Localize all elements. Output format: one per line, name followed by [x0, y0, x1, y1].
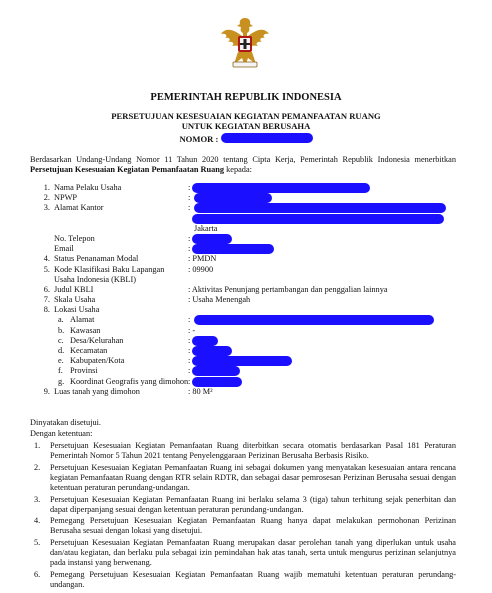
garuda-emblem-icon — [220, 14, 270, 70]
government-title: PEMERINTAH REPUBLIK INDONESIA — [150, 92, 342, 103]
redacted-value — [194, 203, 446, 213]
field-desa-kelurahan: c. Desa/Kelurahan : — [36, 336, 466, 346]
field-email: Email : — [36, 244, 466, 254]
document-title: PERSETUJUAN KESESUAIAN KEGIATAN PEMANFAATAN RUANG UNTUK KEGIATAN BERUSAHA — [111, 111, 381, 132]
redacted-value — [192, 366, 240, 376]
redacted-value — [192, 234, 232, 244]
field-skala-usaha: 7. Skala Usaha : Usaha Menengah — [43, 295, 251, 305]
approval-statement: Dinyatakan disetujui. Dengan ketentuan: — [30, 418, 101, 438]
provision-item: 3. Persetujuan Kesesuaian Kegiatan Pemanfaatan Ruang ini berlaku selama 3 (tiga) tahun terhitung sejak penerbitan dan dapat diperpanjang sesuai dengan ketentuan peraturan perundang-undangan. — [34, 494, 456, 514]
redacted-value — [192, 244, 274, 254]
provision-item: 1. Persetujuan Kesesuaian Kegiatan Pemanfaatan Ruang diterbitkan secara otomatis berdasarkan Pasal 181 Peraturan Pemerintah Nomor 5 Tahun 2021 tentang Penyelenggaraan Perizinan Berusaha Berbasis Risiko. — [34, 441, 456, 461]
field-kbli-code-cont: Usaha Indonesia (KBLI) — [54, 274, 137, 284]
redacted-value — [192, 214, 444, 224]
redacted-value — [194, 315, 434, 325]
redacted-value — [192, 346, 232, 356]
field-provinsi: f. Provinsi : — [36, 366, 466, 376]
field-kbli-code: 5. Kode Klasifikasi Baku Lapangan : 09900 — [43, 264, 214, 274]
redacted-value — [192, 377, 242, 387]
field-npwp: 2. NPWP : — [36, 193, 466, 203]
field-kawasan: b. Kawasan : - — [58, 325, 196, 335]
provisions-list — [30, 441, 456, 592]
intro-paragraph: Berdasarkan Undang-Undang Nomor 11 Tahun 2020 tentang Cipta Kerja, Pemerintah Republik Indonesia menerbitkan Persetujuan Kesesuaian Kegiatan Pemanfaatan Ruang kepada: — [30, 155, 456, 175]
redacted-value — [192, 356, 292, 366]
field-alamat-kantor-cont — [36, 214, 466, 224]
provision-item: 5. Persetujuan Kesesuaian Kegiatan Pemanfaatan Ruang merupakan dasar perolehan tanah yang diperlukan untuk usaha dan/atau kegiatan, dan berlaku pula sebagai izin pemindahan hak atas tanah, serta untuk mengurus perizinan selanjutnya pada instansi yang berwenang. — [34, 537, 456, 568]
redacted-value — [194, 193, 272, 203]
document-number: NOMOR : — [0, 133, 492, 144]
field-kabupaten-kota: e. Kabupaten/Kota : — [36, 356, 466, 366]
provision-item: 4. Pemegang Persetujuan Kesesuaian Kegiatan Pemanfaatan Ruang hanya dapat melakukan permohonan Perizinan Berusaha sesuai dengan lokasi yang disetujui. — [34, 516, 456, 536]
field-judul-kbli: 6. Judul KBLI : Aktivitas Penunjang pertambangan dan penggalian lainnya — [43, 284, 388, 294]
redacted-number — [221, 133, 313, 143]
field-alamat-kantor-city: Jakarta — [194, 223, 218, 233]
redacted-value — [192, 336, 218, 346]
field-alamat-kantor: 3. Alamat Kantor : — [36, 203, 466, 213]
field-luas-tanah: 9. Luas tanah yang dimohon : 80 M² — [43, 386, 213, 396]
applicant-fields — [36, 183, 466, 397]
field-lokasi-usaha: 8. Lokasi Usaha — [43, 305, 100, 315]
redacted-value — [192, 183, 370, 193]
provision-item: 2. Persetujuan Kesesuaian Kegiatan Pemanfaatan Ruang ini sebagai dokumen yang menyatakan kesesuaian antara rencana kegiatan Pemanfaatan Ruang dengan RTR selain RDTR, dan sebagai dasar pemrosesan Perizinan Berusaha sesuai dengan ketentuan peraturan perundang-undangan. — [34, 462, 456, 492]
field-nama: 1. Nama Pelaku Usaha : — [36, 183, 466, 193]
field-kecamatan: d. Kecamatan : — [36, 346, 466, 356]
field-koordinat: g. Koordinat Geografis yang dimohon : — [36, 377, 466, 387]
field-telepon: No. Telepon : — [36, 234, 466, 244]
field-status-penanaman-modal: 4. Status Penanaman Modal : PMDN — [43, 254, 217, 264]
provision-item: 6. Pemegang Persetujuan Kesesuaian Kegiatan Pemanfaatan Ruang wajib mematuhi ketentuan peraturan perundang-undangan. — [34, 569, 456, 589]
field-alamat: a. Alamat : — [36, 315, 466, 325]
